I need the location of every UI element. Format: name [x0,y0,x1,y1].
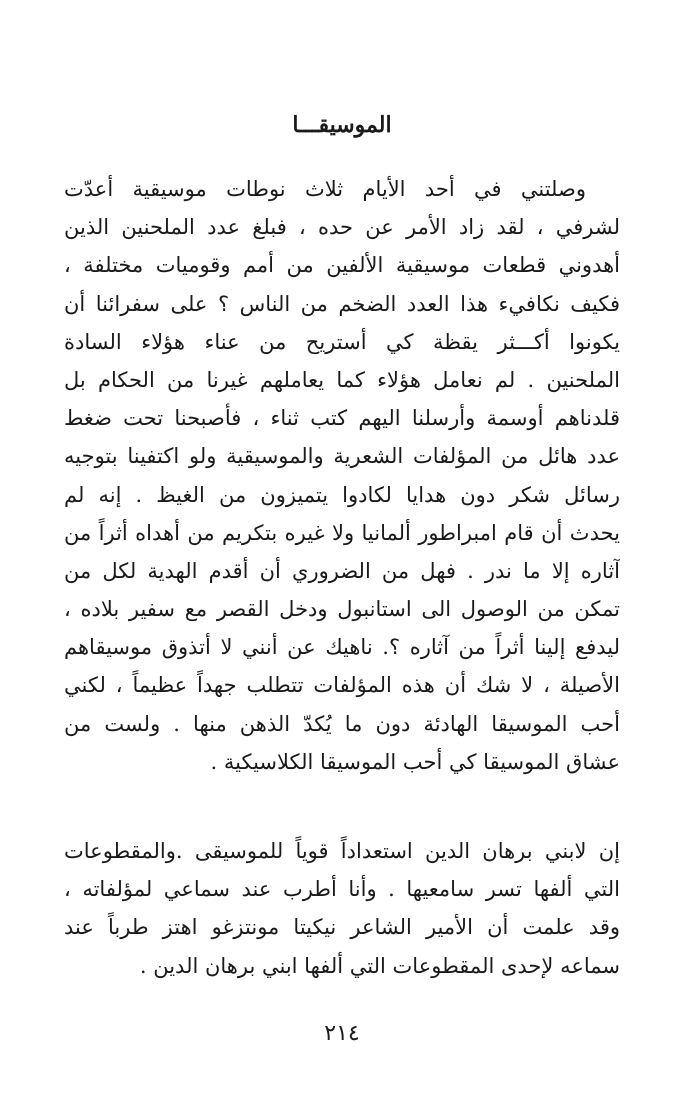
text-line: ليدفع إلينا أثراً من آثاره ؟. ناهيك عن أنني لا أتذوق موسيقاهم [64,635,620,660]
paragraph-2 [64,832,620,985]
text-line: أحب الموسيقا الهادئة دون ما يُكدّ الذهن منها . ولست من [64,711,620,736]
text-line: قلدناهم أوسمة وأرسلنا اليهم كتب ثناء ، فأصبحنا تحت ضغط [64,406,620,431]
text-line: عدد هائل من المؤلفات الشعرية والموسيقية ولو اكتفينا بتوجيه [64,444,620,469]
text-line: رسائل شكر دون هدايا لكادوا يتميزون من الغيظ . إنه لم [64,482,620,507]
text-line: لشرفي ، لقد زاد الأمر عن حده ، فبلغ عدد الملحنين الذين [64,215,620,240]
text-line: وقد علمت أن الأمير الشاعر نيكيتا مونتزغو اهتز طرباً عند [64,915,620,940]
text-line: الملحنين . لم نعامل هؤلاء كما يعاملهم غيرنا من الحكام بل [64,367,620,392]
text-line: يحدث أن قام امبراطور ألمانيا ولا غيره بتكريم من أهداه أثراً من [64,520,620,545]
text-line: إن لابني برهان الدين استعداداً قوياً للموسيقى .والمقطوعات [64,839,620,863]
text-line: عشاق الموسيقا كي أحب الموسيقا الكلاسيكية . [210,749,620,774]
text-line: فكيف نكافيء هذا العدد الضخم من الناس ؟ على سفرائنا أن [64,291,620,316]
text-line: يكونوا أكـــثر يقظة كي أستريح من عناء هؤلاء السادة [64,329,620,354]
text-line: الأصيلة ، لا شك أن هذه المؤلفات تتطلب جهداً عظيماً ، لكني [64,673,620,698]
text-line: تمكن من الوصول الى استانبول ودخل القصر مع سفير بلاده ، [64,597,620,622]
text-line: آثاره إلا ما ندر . فهل من الضروري أن أقدم الهدية لكل من [64,558,620,583]
paragraph-1 [64,170,620,781]
text-line: أهدوني قطعات موسيقية الألفين من أمم وقوميات مختلفة ، [64,253,620,278]
page-title: الموسيقـــا [292,112,392,138]
text-line: سماعه لإحدى المقطوعات التي ألفها ابني برهان الدين . [139,953,620,978]
text-line: التي ألفها تسر سامعيها . وأنا أطرب عند سماعي لمؤلفاته ، [64,877,620,902]
page-number: ٢١٤ [324,1021,360,1046]
text-line: وصلتني في أحد الأيام ثلاث نوطات موسيقية أعدّت [64,177,586,201]
